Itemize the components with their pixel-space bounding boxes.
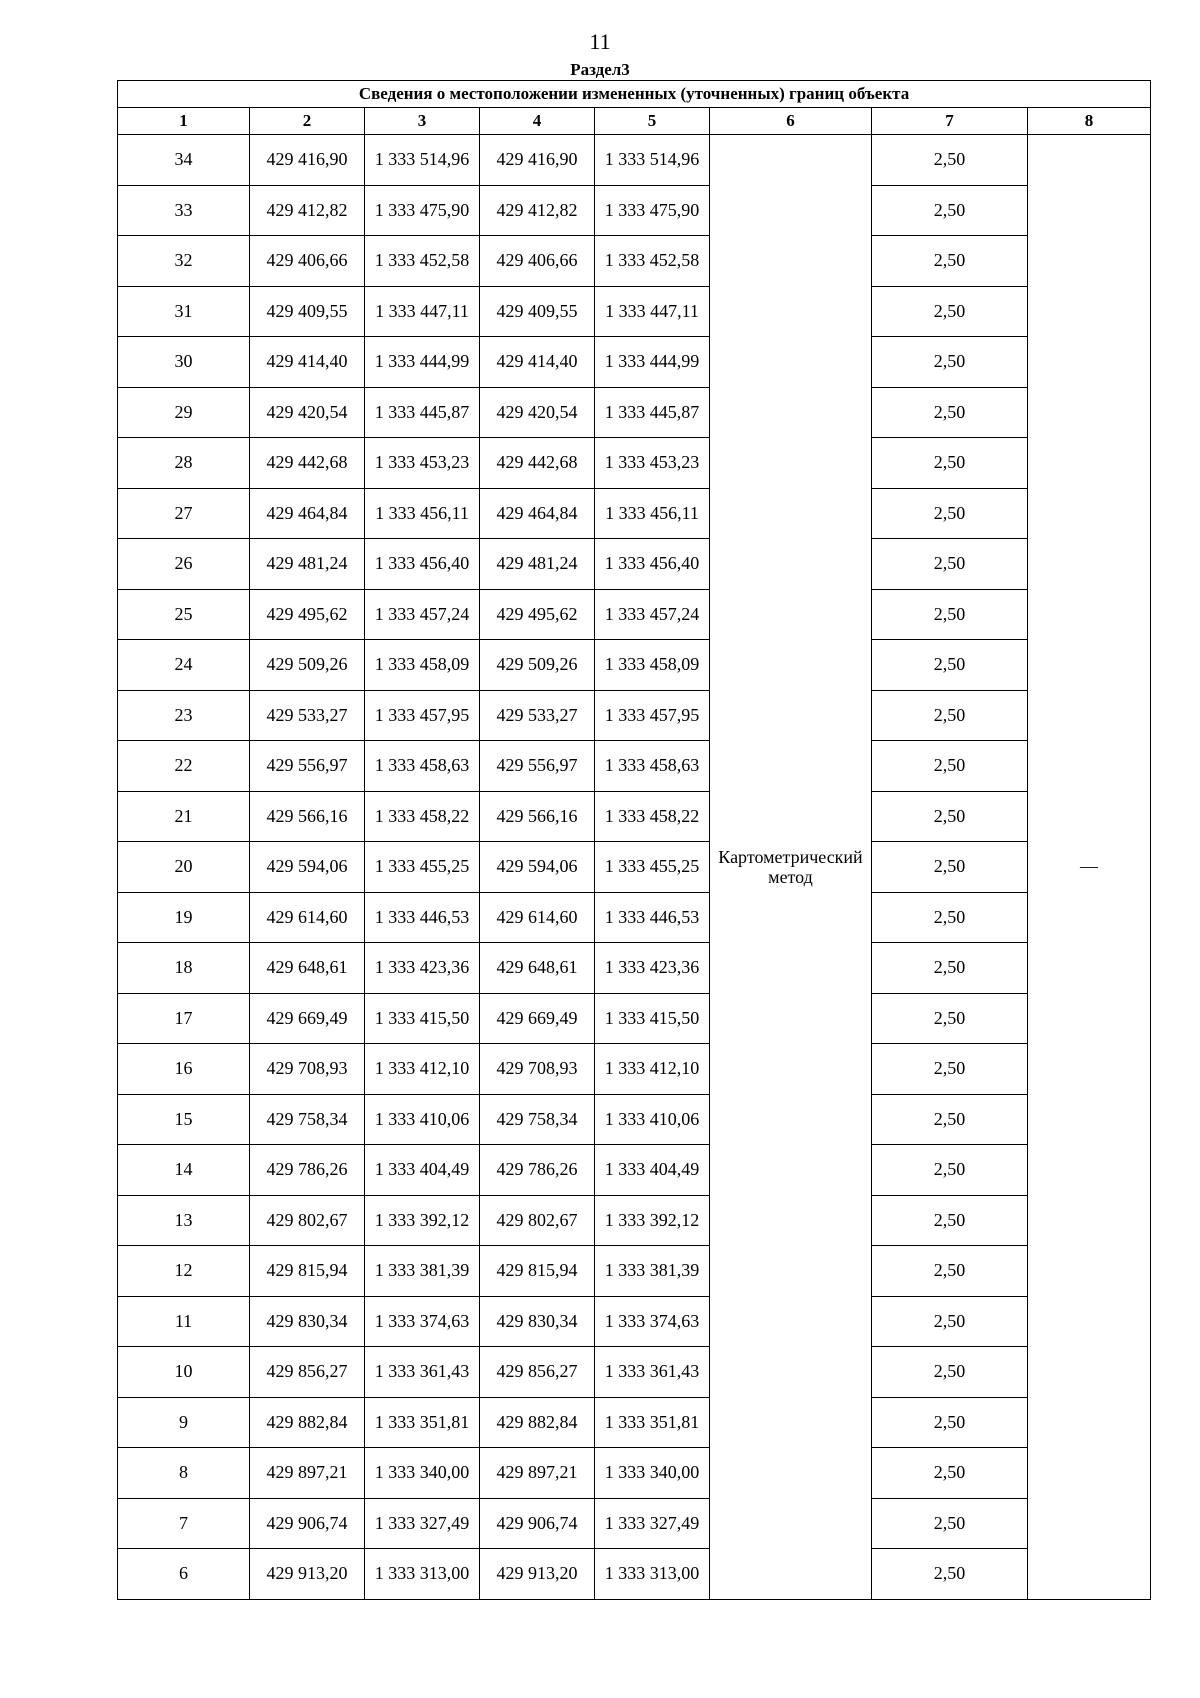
x-existing-cell: 429 906,74 bbox=[250, 1498, 365, 1549]
table-row bbox=[118, 1145, 1151, 1196]
table-row bbox=[118, 1195, 1151, 1246]
y-existing-cell: 1 333 361,43 bbox=[365, 1347, 480, 1398]
accuracy-cell: 2,50 bbox=[872, 993, 1028, 1044]
y-existing-cell: 1 333 456,11 bbox=[365, 488, 480, 539]
point-number-cell: 24 bbox=[118, 640, 250, 691]
x-existing-cell: 429 758,34 bbox=[250, 1094, 365, 1145]
x-updated-cell: 429 442,68 bbox=[480, 438, 595, 489]
point-number-cell: 18 bbox=[118, 943, 250, 994]
y-updated-cell: 1 333 456,11 bbox=[595, 488, 710, 539]
point-number-cell: 33 bbox=[118, 185, 250, 236]
y-existing-cell: 1 333 445,87 bbox=[365, 387, 480, 438]
table-row bbox=[118, 1397, 1151, 1448]
point-number-cell: 20 bbox=[118, 842, 250, 893]
y-updated-cell: 1 333 452,58 bbox=[595, 236, 710, 287]
section-label: Раздел3 bbox=[570, 60, 630, 79]
coordinates-table bbox=[117, 80, 1151, 1600]
accuracy-cell: 2,50 bbox=[872, 1246, 1028, 1297]
table-row bbox=[118, 539, 1151, 590]
accuracy-cell: 2,50 bbox=[872, 185, 1028, 236]
point-number-cell: 16 bbox=[118, 1044, 250, 1095]
table-row bbox=[118, 387, 1151, 438]
x-updated-cell: 429 708,93 bbox=[480, 1044, 595, 1095]
x-updated-cell: 429 815,94 bbox=[480, 1246, 595, 1297]
point-number-cell: 22 bbox=[118, 741, 250, 792]
y-existing-cell: 1 333 447,11 bbox=[365, 286, 480, 337]
y-updated-cell: 1 333 392,12 bbox=[595, 1195, 710, 1246]
x-updated-cell: 429 882,84 bbox=[480, 1397, 595, 1448]
point-number-cell: 9 bbox=[118, 1397, 250, 1448]
y-existing-cell: 1 333 446,53 bbox=[365, 892, 480, 943]
x-updated-cell: 429 913,20 bbox=[480, 1549, 595, 1600]
table-row bbox=[118, 185, 1151, 236]
x-existing-cell: 429 669,49 bbox=[250, 993, 365, 1044]
y-updated-cell: 1 333 446,53 bbox=[595, 892, 710, 943]
y-existing-cell: 1 333 410,06 bbox=[365, 1094, 480, 1145]
y-updated-cell: 1 333 381,39 bbox=[595, 1246, 710, 1297]
y-updated-cell: 1 333 458,63 bbox=[595, 741, 710, 792]
x-updated-cell: 429 416,90 bbox=[480, 135, 595, 186]
y-updated-cell: 1 333 447,11 bbox=[595, 286, 710, 337]
x-updated-cell: 429 509,26 bbox=[480, 640, 595, 691]
column-number-row bbox=[118, 108, 1151, 135]
accuracy-cell: 2,50 bbox=[872, 1397, 1028, 1448]
point-number-cell: 14 bbox=[118, 1145, 250, 1196]
point-number-cell: 10 bbox=[118, 1347, 250, 1398]
x-existing-cell: 429 495,62 bbox=[250, 589, 365, 640]
y-updated-cell: 1 333 455,25 bbox=[595, 842, 710, 893]
accuracy-cell: 2,50 bbox=[872, 741, 1028, 792]
y-updated-cell: 1 333 374,63 bbox=[595, 1296, 710, 1347]
table-row bbox=[118, 337, 1151, 388]
y-existing-cell: 1 333 458,63 bbox=[365, 741, 480, 792]
y-existing-cell: 1 333 457,24 bbox=[365, 589, 480, 640]
point-number-cell: 6 bbox=[118, 1549, 250, 1600]
y-existing-cell: 1 333 458,09 bbox=[365, 640, 480, 691]
x-updated-cell: 429 533,27 bbox=[480, 690, 595, 741]
point-number-cell: 21 bbox=[118, 791, 250, 842]
y-existing-cell: 1 333 412,10 bbox=[365, 1044, 480, 1095]
y-updated-cell: 1 333 445,87 bbox=[595, 387, 710, 438]
x-existing-cell: 429 556,97 bbox=[250, 741, 365, 792]
x-updated-cell: 429 594,06 bbox=[480, 842, 595, 893]
y-existing-cell: 1 333 475,90 bbox=[365, 185, 480, 236]
point-number-cell: 12 bbox=[118, 1246, 250, 1297]
y-existing-cell: 1 333 415,50 bbox=[365, 993, 480, 1044]
point-number-cell: 7 bbox=[118, 1498, 250, 1549]
column-number: 5 bbox=[595, 108, 710, 135]
x-updated-cell: 429 648,61 bbox=[480, 943, 595, 994]
point-number-cell: 8 bbox=[118, 1448, 250, 1499]
accuracy-cell: 2,50 bbox=[872, 943, 1028, 994]
table-row bbox=[118, 842, 1151, 893]
x-updated-cell: 429 495,62 bbox=[480, 589, 595, 640]
y-updated-cell: 1 333 514,96 bbox=[595, 135, 710, 186]
y-updated-cell: 1 333 457,24 bbox=[595, 589, 710, 640]
x-existing-cell: 429 509,26 bbox=[250, 640, 365, 691]
column-number: 6 bbox=[710, 108, 872, 135]
accuracy-cell: 2,50 bbox=[872, 589, 1028, 640]
point-number-cell: 15 bbox=[118, 1094, 250, 1145]
x-existing-cell: 429 414,40 bbox=[250, 337, 365, 388]
y-updated-cell: 1 333 458,22 bbox=[595, 791, 710, 842]
y-existing-cell: 1 333 514,96 bbox=[365, 135, 480, 186]
y-updated-cell: 1 333 313,00 bbox=[595, 1549, 710, 1600]
accuracy-cell: 2,50 bbox=[872, 690, 1028, 741]
y-existing-cell: 1 333 444,99 bbox=[365, 337, 480, 388]
table-row bbox=[118, 135, 1151, 186]
y-existing-cell: 1 333 458,22 bbox=[365, 791, 480, 842]
y-updated-cell: 1 333 423,36 bbox=[595, 943, 710, 994]
accuracy-cell: 2,50 bbox=[872, 640, 1028, 691]
table-row bbox=[118, 1347, 1151, 1398]
x-existing-cell: 429 882,84 bbox=[250, 1397, 365, 1448]
x-existing-cell: 429 416,90 bbox=[250, 135, 365, 186]
point-number-cell: 17 bbox=[118, 993, 250, 1044]
point-number-cell: 27 bbox=[118, 488, 250, 539]
x-updated-cell: 429 409,55 bbox=[480, 286, 595, 337]
x-existing-cell: 429 420,54 bbox=[250, 387, 365, 438]
table-row bbox=[118, 589, 1151, 640]
table-row bbox=[118, 640, 1151, 691]
x-updated-cell: 429 906,74 bbox=[480, 1498, 595, 1549]
x-existing-cell: 429 533,27 bbox=[250, 690, 365, 741]
y-updated-cell: 1 333 410,06 bbox=[595, 1094, 710, 1145]
y-existing-cell: 1 333 456,40 bbox=[365, 539, 480, 590]
y-existing-cell: 1 333 455,25 bbox=[365, 842, 480, 893]
y-existing-cell: 1 333 327,49 bbox=[365, 1498, 480, 1549]
accuracy-cell: 2,50 bbox=[872, 892, 1028, 943]
x-existing-cell: 429 856,27 bbox=[250, 1347, 365, 1398]
x-updated-cell: 429 856,27 bbox=[480, 1347, 595, 1398]
accuracy-cell: 2,50 bbox=[872, 387, 1028, 438]
y-existing-cell: 1 333 340,00 bbox=[365, 1448, 480, 1499]
table-row bbox=[118, 438, 1151, 489]
table-row bbox=[118, 892, 1151, 943]
x-existing-cell: 429 648,61 bbox=[250, 943, 365, 994]
y-updated-cell: 1 333 327,49 bbox=[595, 1498, 710, 1549]
x-updated-cell: 429 786,26 bbox=[480, 1145, 595, 1196]
x-existing-cell: 429 802,67 bbox=[250, 1195, 365, 1246]
table-row bbox=[118, 488, 1151, 539]
table-row bbox=[118, 1296, 1151, 1347]
accuracy-cell: 2,50 bbox=[872, 337, 1028, 388]
table-row bbox=[118, 1549, 1151, 1600]
y-existing-cell: 1 333 351,81 bbox=[365, 1397, 480, 1448]
x-existing-cell: 429 614,60 bbox=[250, 892, 365, 943]
point-number-cell: 23 bbox=[118, 690, 250, 741]
table-row bbox=[118, 791, 1151, 842]
y-updated-cell: 1 333 444,99 bbox=[595, 337, 710, 388]
x-existing-cell: 429 815,94 bbox=[250, 1246, 365, 1297]
table-row bbox=[118, 1094, 1151, 1145]
y-existing-cell: 1 333 452,58 bbox=[365, 236, 480, 287]
x-existing-cell: 429 481,24 bbox=[250, 539, 365, 590]
x-updated-cell: 429 414,40 bbox=[480, 337, 595, 388]
x-updated-cell: 429 412,82 bbox=[480, 185, 595, 236]
x-updated-cell: 429 481,24 bbox=[480, 539, 595, 590]
accuracy-cell: 2,50 bbox=[872, 1044, 1028, 1095]
x-updated-cell: 429 830,34 bbox=[480, 1296, 595, 1347]
x-updated-cell: 429 464,84 bbox=[480, 488, 595, 539]
y-existing-cell: 1 333 313,00 bbox=[365, 1549, 480, 1600]
accuracy-cell: 2,50 bbox=[872, 488, 1028, 539]
x-updated-cell: 429 420,54 bbox=[480, 387, 595, 438]
y-existing-cell: 1 333 392,12 bbox=[365, 1195, 480, 1246]
y-updated-cell: 1 333 415,50 bbox=[595, 993, 710, 1044]
x-updated-cell: 429 614,60 bbox=[480, 892, 595, 943]
x-existing-cell: 429 708,93 bbox=[250, 1044, 365, 1095]
table-row bbox=[118, 1498, 1151, 1549]
y-updated-cell: 1 333 456,40 bbox=[595, 539, 710, 590]
y-existing-cell: 1 333 453,23 bbox=[365, 438, 480, 489]
x-existing-cell: 429 786,26 bbox=[250, 1145, 365, 1196]
x-updated-cell: 429 556,97 bbox=[480, 741, 595, 792]
y-updated-cell: 1 333 340,00 bbox=[595, 1448, 710, 1499]
y-existing-cell: 1 333 404,49 bbox=[365, 1145, 480, 1196]
point-number-cell: 34 bbox=[118, 135, 250, 186]
y-existing-cell: 1 333 381,39 bbox=[365, 1246, 480, 1297]
table-row bbox=[118, 1448, 1151, 1499]
accuracy-cell: 2,50 bbox=[872, 236, 1028, 287]
accuracy-cell: 2,50 bbox=[872, 438, 1028, 489]
column-number: 1 bbox=[118, 108, 250, 135]
table-row bbox=[118, 993, 1151, 1044]
column-number: 3 bbox=[365, 108, 480, 135]
x-existing-cell: 429 412,82 bbox=[250, 185, 365, 236]
method-cell: Картометрический метод bbox=[710, 135, 872, 1600]
note-cell: — bbox=[1028, 135, 1151, 1600]
x-existing-cell: 429 464,84 bbox=[250, 488, 365, 539]
point-number-cell: 25 bbox=[118, 589, 250, 640]
accuracy-cell: 2,50 bbox=[872, 1347, 1028, 1398]
table-row bbox=[118, 690, 1151, 741]
point-number-cell: 26 bbox=[118, 539, 250, 590]
x-updated-cell: 429 802,67 bbox=[480, 1195, 595, 1246]
y-existing-cell: 1 333 423,36 bbox=[365, 943, 480, 994]
table-row bbox=[118, 1246, 1151, 1297]
y-existing-cell: 1 333 374,63 bbox=[365, 1296, 480, 1347]
point-number-cell: 11 bbox=[118, 1296, 250, 1347]
accuracy-cell: 2,50 bbox=[872, 1145, 1028, 1196]
table-row bbox=[118, 943, 1151, 994]
table-body bbox=[118, 135, 1151, 1600]
accuracy-cell: 2,50 bbox=[872, 1549, 1028, 1600]
point-number-cell: 19 bbox=[118, 892, 250, 943]
y-updated-cell: 1 333 351,81 bbox=[595, 1397, 710, 1448]
y-updated-cell: 1 333 453,23 bbox=[595, 438, 710, 489]
x-updated-cell: 429 897,21 bbox=[480, 1448, 595, 1499]
table-row bbox=[118, 286, 1151, 337]
y-updated-cell: 1 333 404,49 bbox=[595, 1145, 710, 1196]
y-updated-cell: 1 333 458,09 bbox=[595, 640, 710, 691]
x-updated-cell: 429 406,66 bbox=[480, 236, 595, 287]
point-number-cell: 28 bbox=[118, 438, 250, 489]
x-existing-cell: 429 830,34 bbox=[250, 1296, 365, 1347]
point-number-cell: 29 bbox=[118, 387, 250, 438]
x-updated-cell: 429 566,16 bbox=[480, 791, 595, 842]
accuracy-cell: 2,50 bbox=[872, 1498, 1028, 1549]
accuracy-cell: 2,50 bbox=[872, 1094, 1028, 1145]
accuracy-cell: 2,50 bbox=[872, 1296, 1028, 1347]
table-title-row bbox=[118, 81, 1151, 108]
table-row bbox=[118, 741, 1151, 792]
point-number-cell: 31 bbox=[118, 286, 250, 337]
y-existing-cell: 1 333 457,95 bbox=[365, 690, 480, 741]
point-number-cell: 32 bbox=[118, 236, 250, 287]
table-row bbox=[118, 236, 1151, 287]
accuracy-cell: 2,50 bbox=[872, 791, 1028, 842]
point-number-cell: 30 bbox=[118, 337, 250, 388]
accuracy-cell: 2,50 bbox=[872, 539, 1028, 590]
x-existing-cell: 429 566,16 bbox=[250, 791, 365, 842]
x-existing-cell: 429 897,21 bbox=[250, 1448, 365, 1499]
x-existing-cell: 429 913,20 bbox=[250, 1549, 365, 1600]
accuracy-cell: 2,50 bbox=[872, 1448, 1028, 1499]
table-title: Сведения о местоположении измененных (уточненных) границ объекта bbox=[118, 81, 1151, 108]
x-existing-cell: 429 406,66 bbox=[250, 236, 365, 287]
column-number: 2 bbox=[250, 108, 365, 135]
y-updated-cell: 1 333 412,10 bbox=[595, 1044, 710, 1095]
x-existing-cell: 429 409,55 bbox=[250, 286, 365, 337]
table-row bbox=[118, 1044, 1151, 1095]
x-existing-cell: 429 442,68 bbox=[250, 438, 365, 489]
x-updated-cell: 429 669,49 bbox=[480, 993, 595, 1044]
y-updated-cell: 1 333 457,95 bbox=[595, 690, 710, 741]
page-number: 11 bbox=[589, 29, 611, 54]
column-number: 8 bbox=[1028, 108, 1151, 135]
x-updated-cell: 429 758,34 bbox=[480, 1094, 595, 1145]
column-number: 4 bbox=[480, 108, 595, 135]
column-number: 7 bbox=[872, 108, 1028, 135]
accuracy-cell: 2,50 bbox=[872, 135, 1028, 186]
y-updated-cell: 1 333 475,90 bbox=[595, 185, 710, 236]
accuracy-cell: 2,50 bbox=[872, 286, 1028, 337]
x-existing-cell: 429 594,06 bbox=[250, 842, 365, 893]
accuracy-cell: 2,50 bbox=[872, 842, 1028, 893]
y-updated-cell: 1 333 361,43 bbox=[595, 1347, 710, 1398]
accuracy-cell: 2,50 bbox=[872, 1195, 1028, 1246]
point-number-cell: 13 bbox=[118, 1195, 250, 1246]
